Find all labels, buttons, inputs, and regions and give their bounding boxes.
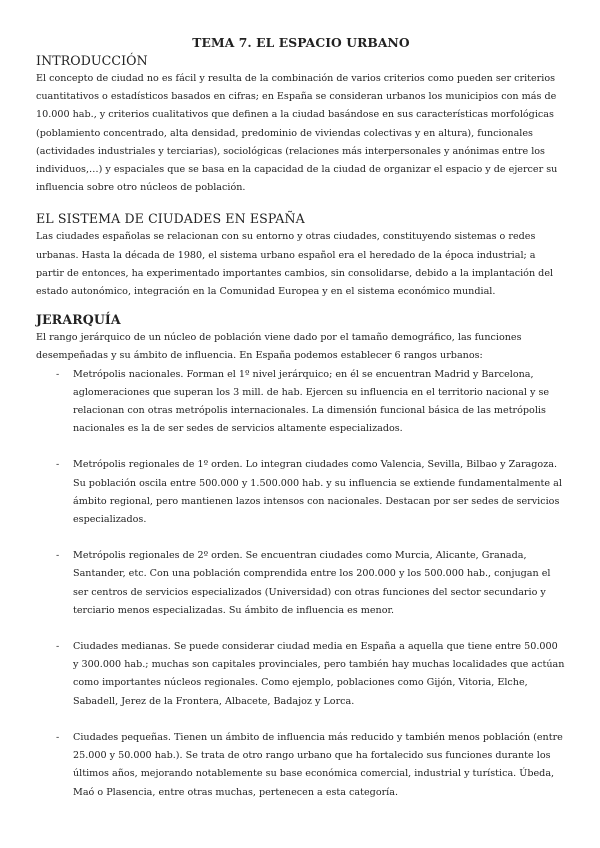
paragraph-sistema-ciudades: Las ciudades españolas se relacionan con su entorno y otras ciudades, constituyendo sistemas o redes urbanas. Hasta la década de 1980, el sistema urbano español era el heredado de la época industrial; a partir de entonces, ha experimentado importantes cambios, sin consolidarse, debido a la implantación del estado autonómico, integración en la Comunidad Europea y en el sistema económico mundial. — [36, 231, 554, 298]
list-item-text: Metrópolis regionales de 1º orden. Lo integran ciudades como Valencia, Sevilla, Bilbao y Zaragoza. Su población oscila entre 500.000 y 1.500.000 hab. y su influencia se extiende fundamentalmente al ámbito regional, pero mantienen lazos intensos con nacionales. Destacan por ser sedes de servicios especializados. — [73, 459, 562, 526]
list-item-text: Metrópolis regionales de 2º orden. Se encuentran ciudades como Murcia, Alicante, Granada, Santander, etc. Con una población comprendida entre los 200.000 y los 500.000 hab., conjugan el ser centros de servicios especializados (Universidad) con otras funciones del sector secundario y terciario menos especializadas. Su ámbito de influencia es menor. — [73, 550, 551, 616]
list-item-text: Metrópolis nacionales. Forman el 1º nivel jerárquico; en él se encuentran Madrid y Barcelona, aglomeraciones que superan los 3 mill. de hab. Ejercen su influencia en el territorio nacional y se relacionan con otras metrópolis internacionales. La dimensión funcional básica de las metrópolis nacionales es la de ser sedes de servicios altamente especializados. — [73, 368, 550, 435]
heading-introduccion: INTRODUCCIÓN — [36, 53, 148, 68]
list-item-text: Ciudades medianas. Se puede considerar ciudad media en España a aquella que tiene entre 50.000 y 300.000 hab.; muchas son capitales provinciales, pero también hay muchas localidades que actúan como importantes núcleos regionales. Como ejemplo, poblaciones como Gijón, Vitoria, Elche, Sabadell, Jerez de la Frontera, Albacete, Badajoz y Lorca. — [73, 641, 565, 707]
bullet-dash: - — [56, 641, 60, 653]
bullet-dash: - — [56, 368, 60, 380]
bullet-dash: - — [56, 459, 60, 471]
rank-list — [36, 366, 566, 802]
list-item — [36, 729, 566, 802]
bullet-dash: - — [56, 550, 60, 562]
document-title: TEMA 7. EL ESPACIO URBANO — [192, 35, 410, 50]
list-item — [36, 366, 566, 439]
paragraph-jerarquia-intro: El rango jerárquico de un núcleo de población viene dado por el tamaño demográfico, las funciones desempeñadas y su ámbito de influencia. En España podemos establecer 6 rangos urbanos: — [36, 332, 522, 362]
bullet-dash: - — [56, 731, 60, 743]
list-item — [36, 547, 566, 620]
heading-sistema-ciudades: EL SISTEMA DE CIUDADES EN ESPAÑA — [36, 211, 305, 227]
list-item-text: Ciudades pequeñas. Tienen un ámbito de influencia más reducido y también menos población (entre 25.000 y 50.000 hab.). Se trata de otro rango urbano que ha fortalecido sus funciones durante los últimos años, mejorando notablemente su base económica comercial, industrial y turística. Úbeda, Maó o Plasencia, entre otras muchas, pertenecen a esta categoría. — [73, 731, 563, 798]
spacer — [36, 301, 566, 312]
list-item — [36, 638, 566, 711]
heading-jerarquia: JERARQUÍA — [36, 312, 121, 328]
list-item — [36, 456, 566, 529]
spacer — [36, 197, 566, 211]
paragraph-introduccion: El concepto de ciudad no es fácil y resulta de la combinación de varios criterios como pueden ser criterios cuantitativos o estadísticos basados en cifras; en España se consideran urbanos los municipios con más de 10.000 hab., y criterios cualitativos que definen a la ciudad basándose en sus características morfológicas (poblamiento concentrado, alta densidad, predominio de viviendas colectivas y en altura), funcionales (actividades industriales y terciarias), sociológicas (relaciones más interpersonales y anónimas entre los individuos,…) y espaciales que se basa en la capacidad de la ciudad de organizar el espacio y de ejercer su influencia sobre otro núcleos de población. — [36, 73, 558, 194]
